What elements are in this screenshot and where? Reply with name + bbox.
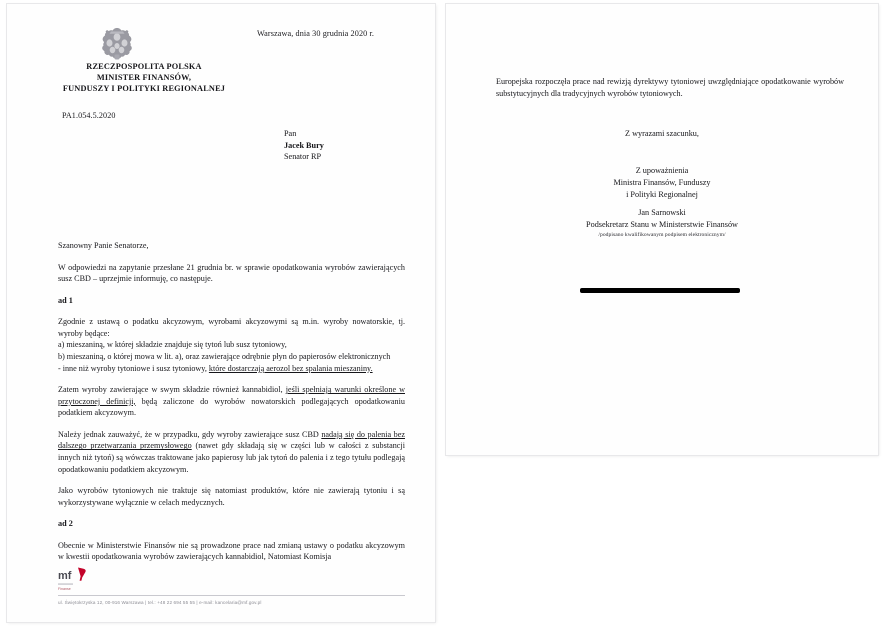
ministry-line-2: MINISTER FINANSÓW, [96,73,192,83]
continuation-paragraph: Europejska rozpoczęła prace nad rewizją dyrektywy tytoniowej uwzględniające opodatkowanie wyrobów substytucyjnych dla tradycyjnych wyrobów tytoniowych. [496,77,844,98]
redaction-bar [580,288,740,293]
closing-phrase: Z wyrazami szacunku, [625,129,699,138]
authorization-line-3: i Polityki Regionalnej [626,189,698,199]
addressee-name: Jacek Bury [284,140,324,150]
section-1-item-dash [58,363,405,375]
footer-divider [58,595,405,596]
dash-item-plain: - inne niż wyroby tytoniowe i susz tytoniowy, [58,363,209,373]
paragraph-jako: Jako wyrobów tytoniowych nie traktuje się natomiast produktów, które nie zawierają tytoniu i są wykorzystywane wyłącznie w celach medycznych. [58,486,405,507]
paragraph-nalezy [58,429,405,475]
salutation: Szanowny Panie Senatorze, [58,241,149,250]
svg-text:Finanse: Finanse [58,587,71,591]
ministry-of-finance-logo [58,566,94,592]
document-page-1[interactable] [7,4,435,622]
ministry-heading [19,61,269,94]
nalezy-underlined: nadają się do palenia bez dalszego przetwarzania przemysłowego [58,429,405,451]
authorization-block [446,165,878,201]
zatem-underlined: jeśli spełniają warunki określone w przytoczonej definicji, [58,385,405,406]
date-line: Warszawa, dnia 30 grudnia 2020 r. [257,29,375,38]
section-1-item-b: b) mieszaniną, o której mowa w lit. a), oraz zawierające odrębnie płyn do papierosów elektronicznych [58,351,391,361]
authorization-line-2: Ministra Finansów, Funduszy [613,177,711,187]
nalezy-post: (nawet gdy składają się w części lub w całości z substancji innych niż tytoń) są wówczas traktowane jako papierosy lub jak tytoń do palenia i z tego tytułu podlegają opodatkowaniu podatkiem akcyzowym. [58,441,405,474]
intro-paragraph: W odpowiedzi na zapytanie przesłane 21 grudnia br. w sprawie opodatkowania wyrobów zawierających susz CBD – uprzejmie informuję, co następuje. [58,262,405,284]
signatory-name: Jan Sarnowski [638,208,686,217]
section-1-intro: Zgodnie z ustawą o podatku akcyzowym, wyrobami akcyzowymi są m.in. wyroby nowatorskie, tj. wyroby będące: [58,317,405,338]
electronic-signature-note: /podpisano kwalifikowanym podpisem elektronicznym/ [598,231,726,238]
svg-text:mf: mf [58,570,72,582]
section-1-item-a: a) mieszaniną, w której składzie znajduje się tytoń lub susz tytoniowy, [58,340,287,350]
signature-block [446,207,878,239]
zatem-post: będą zaliczone do wyrobów nowatorskich podlegających opodatkowaniu podatkiem akcyzowym. [58,396,405,418]
addressee-block [284,128,324,163]
dash-item-underlined: które dostarczają aerozol bez spalania mieszaniny. [208,363,373,373]
paragraph-zatem [58,384,405,419]
section-1-list [58,316,405,374]
paragraph-obecnie: Obecnie w Ministerstwie Finansów nie są prowadzone prace nad zmianą ustawy o podatku akcyzowym w kwestii opodatkowania wyrobów zawierających kannabidiol, Natomiast Komisja [58,540,405,562]
authorization-line-1: Z upoważnienia [635,166,689,175]
ministry-line-3: FUNDUSZY I POLITYKI REGIONALNEJ [62,84,226,94]
footer-contact-info: ul. Świętokrzyska 12, 00-916 Warszawa | tel.: +48 22 694 55 55 | e-mail: kancelaria@mf.gov.pl [58,600,262,605]
section-1-heading: ad 1 [58,295,73,305]
section-2-heading: ad 2 [58,519,73,529]
addressee-honorific: Pan [284,129,297,138]
addressee-title: Senator RP [284,152,322,162]
document-page-2[interactable] [446,4,878,455]
signatory-title: Podsekretarz Stanu w Ministerstwie Finansów [586,219,738,229]
nalezy-pre: Należy jednak zauważyć, że w przypadku, gdy wyroby zawierające susz CBD [58,429,322,439]
ministry-line-1: RZECZPOSPOLITA POLSKA [86,62,202,71]
letter-body [58,240,405,573]
reference-number: PA1.054.5.2020 [62,111,116,120]
zatem-pre: Zatem wyroby zawierające w swym składzie również kannabidiol, [58,385,286,395]
